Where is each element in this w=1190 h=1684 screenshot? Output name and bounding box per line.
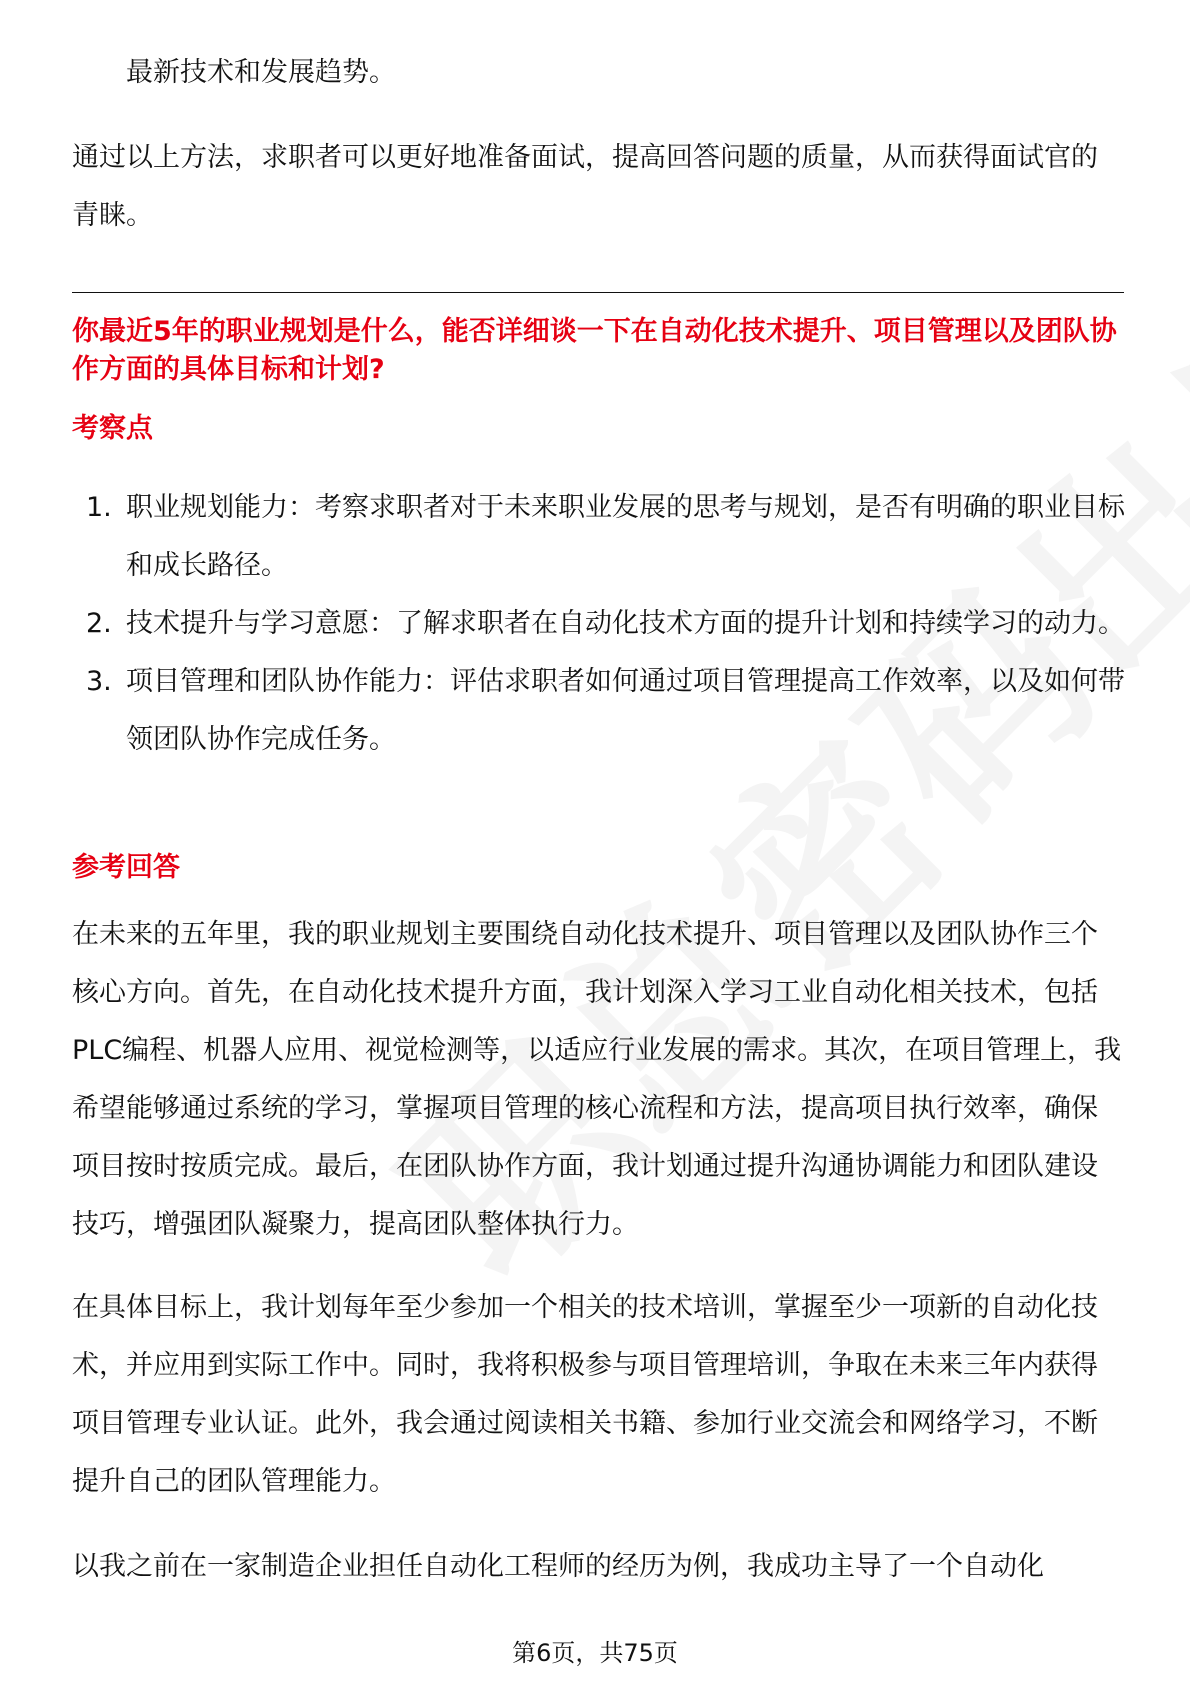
list-item-text: 职业规划能力：考察求职者对于未来职业发展的思考与规划，是否有明确的职业目标和成长路径。	[126, 492, 1125, 581]
points-list	[72, 479, 1132, 769]
summary-paragraph: 通过以上方法，求职者可以更好地准备面试，提高回答问题的质量，从而获得面试官的青睐。	[72, 142, 1098, 231]
page-footer: 第6页，共75页	[512, 1639, 678, 1667]
section-divider	[72, 292, 1124, 293]
points-section-title: 考察点	[72, 413, 153, 444]
list-item-number: 3.	[86, 666, 112, 697]
list-item-number: 2.	[86, 608, 112, 639]
list-item	[72, 595, 1132, 653]
list-item-text: 项目管理和团队协作能力：评估求职者如何通过项目管理提高工作效率，以及如何带领团队协作完成任务。	[126, 666, 1125, 755]
list-item-number: 1.	[86, 492, 112, 523]
list-item	[72, 479, 1132, 595]
answer-paragraph: 以我之前在一家制造企业担任自动化工程师的经历为例，我成功主导了一个自动化	[72, 1551, 1044, 1582]
answer-paragraph: 在具体目标上，我计划每年至少参加一个相关的技术培训，掌握至少一项新的自动化技术，并应用到实际工作中。同时，我将积极参与项目管理培训，争取在未来三年内获得项目管理专业认证。此外，我会通过阅读相关书籍、参加行业交流会和网络学习，不断提升自己的团队管理能力。	[72, 1292, 1098, 1497]
list-item-text: 技术提升与学习意愿：了解求职者在自动化技术方面的提升计划和持续学习的动力。	[126, 608, 1125, 639]
intro-tail-text: 最新技术和发展趋势。	[126, 57, 396, 88]
list-item	[72, 653, 1132, 769]
question-heading: 你最近5年的职业规划是什么，能否详细谈一下在自动化技术提升、项目管理以及团队协作方面的具体目标和计划?	[72, 316, 1117, 385]
answer-paragraph: 在未来的五年里，我的职业规划主要围绕自动化技术提升、项目管理以及团队协作三个核心方向。首先，在自动化技术提升方面，我计划深入学习工业自动化相关技术，包括PLC编程、机器人应用、视觉检测等，以适应行业发展的需求。其次，在项目管理上，我希望能够通过系统的学习，掌握项目管理的核心流程和方法，提高项目执行效率，确保项目按时按质完成。最后，在团队协作方面，我计划通过提升沟通协调能力和团队建设技巧，增强团队凝聚力，提高团队整体执行力。	[72, 919, 1122, 1240]
answer-section-title: 参考回答	[72, 852, 180, 883]
